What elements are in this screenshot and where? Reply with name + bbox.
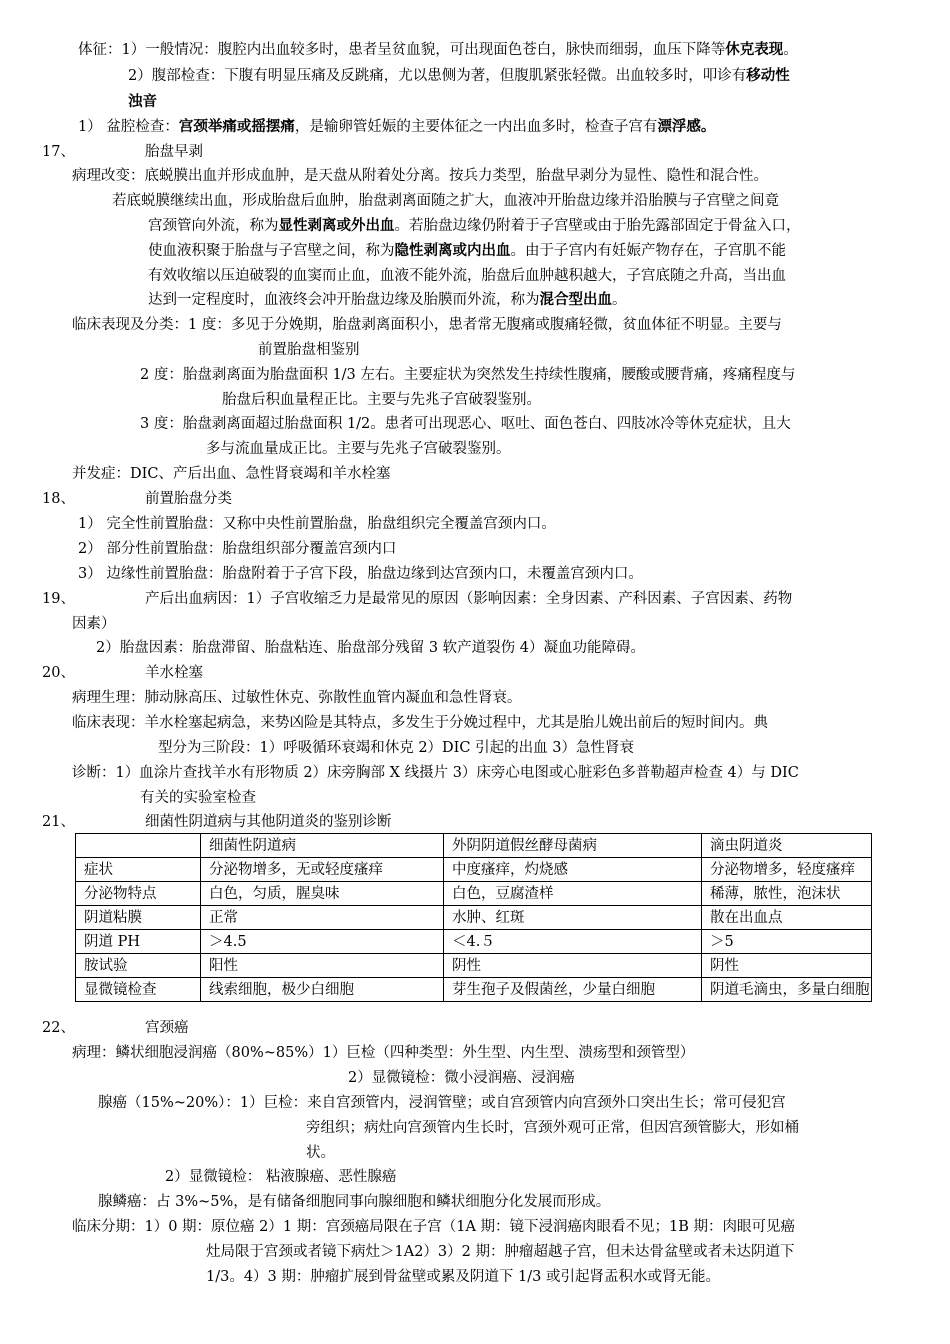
s17-pathology-line: 宫颈管向外流，称为显性剥离或外出血。若胎盘边缘仍附着于子宫壁或由于胎先露部固定于骨盆入口， (148, 218, 801, 234)
table-cell: 阴道毛滴虫，多量白细胞 (702, 978, 872, 1002)
s17-clinical-grade3: 3 度：胎盘剥离面超过胎盘面积 1/2。患者可出现恶心、呕吐、面色苍白、四肢冰冷等休克症状，且大 (140, 416, 791, 432)
section-21-title: 细菌性阴道病与其他阴道炎的鉴别诊断 (145, 814, 392, 830)
s17-pathology-line: 若底蜕膜继续出血，形成胎盘后血肿，胎盘剥离面随之扩大，血液冲开胎盘边缘并沿胎膜与子宫壁之间竟 (112, 193, 779, 209)
section-22-title: 宫颈癌 (145, 1020, 189, 1036)
table-header-row (76, 834, 872, 858)
table-cell: 阴道 PH (76, 930, 201, 954)
table-header-cell: 细菌性阴道病 (201, 834, 444, 858)
table-cell: 分泌物增多，轻度瘙痒 (702, 858, 872, 882)
s20-pathophysiology: 病理生理：肺动脉高压、过敏性休克、弥散性血管内凝血和急性肾衰。 (72, 690, 522, 706)
s18-item: 2） 部分性前置胎盘：胎盘组织部分覆盖宫颈内口 (78, 541, 397, 557)
s17-clinical-grade2: 2 度：胎盘剥离面为胎盘面积 1/3 左右。主要症状为突然发生持续性腹痛，腰酸或腰背痛，疼痛程度与 (140, 367, 796, 383)
table-row (76, 978, 872, 1002)
table-cell: 稀薄，脓性，泡沫状 (702, 882, 872, 906)
table-cell: 分泌物特点 (76, 882, 201, 906)
s20-clinical-cont: 型分为三阶段：1）呼吸循环衰竭和休克 2）DIC 引起的出血 3）急性肾衰 (158, 740, 634, 756)
section-18-title: 前置胎盘分类 (145, 491, 232, 507)
s17-clinical-grade1-cont: 前置胎盘相鉴别 (258, 342, 360, 358)
s22-adenosquamous: 腺鳞癌：占 3%~5%，是有储备细胞同事向腺细胞和鳞状细胞分化发展而形成。 (98, 1194, 611, 1210)
section-18-number: 18、 (42, 491, 75, 507)
section-17-title: 胎盘早剥 (145, 144, 203, 160)
tizheng-abdomen: 2）腹部检查：下腹有明显压痛及反跳痛，尤以患侧为著，但腹肌紧张轻微。出血较多时，叩诊有移动性 (128, 68, 790, 84)
s22-adenocarcinoma-cont: 状。 (306, 1145, 335, 1161)
table-cell: 水肿、红斑 (444, 906, 702, 930)
section-17-number: 17、 (42, 144, 75, 160)
table-cell: 白色，豆腐渣样 (444, 882, 702, 906)
section-20-number: 20、 (42, 665, 75, 681)
table-header-cell: 外阴阴道假丝酵母菌病 (444, 834, 702, 858)
section-21-number: 21、 (42, 814, 75, 830)
table-cell: 显微镜检查 (76, 978, 201, 1002)
table-cell: ＜4.５ (444, 930, 702, 954)
section-22-number: 22、 (42, 1020, 75, 1036)
s17-clinical-grade3-cont: 多与流血量成正比。主要与先兆子宫破裂鉴别。 (206, 441, 511, 457)
tizheng-general: 体征：1）一般情况：腹腔内出血较多时，患者呈贫血貌，可出现面色苍白，脉快而细弱，血压下降等休克表现。 (78, 42, 798, 58)
s17-clinical-grade1: 临床表现及分类：1 度：多见于分娩期，胎盘剥离面积小，患者常无腹痛或腹痛轻微，贫血体征不明显。主要与 (72, 317, 782, 333)
s22-adenocarcinoma-micro: 2）显微镜检： 粘液腺癌、恶性腺癌 (165, 1169, 397, 1185)
s17-pathology: 病理改变：底蜕膜出血并形成血肿，是天盘从附着处分离。按兵力类型，胎盘早剥分为显性、隐性和混合性。 (72, 168, 768, 184)
s18-item: 3） 边缘性前置胎盘：胎盘附着于子宫下段，胎盘边缘到达宫颈内口，未覆盖宫颈内口。 (78, 566, 643, 582)
section-20-title: 羊水栓塞 (145, 665, 203, 681)
s17-clinical-grade2-cont: 胎盘后积血量程正比。主要与先兆子宫破裂鉴别。 (222, 392, 541, 408)
table-row (76, 954, 872, 978)
table-cell: 白色，匀质，腥臭味 (201, 882, 444, 906)
s22-staging-cont: 1/3。4）3 期：肿瘤扩展到骨盆壁或累及阴道下 1/3 或引起肾盂积水或肾无能。 (206, 1269, 720, 1285)
s19-line: 因素） (72, 616, 116, 632)
table-cell: 症状 (76, 858, 201, 882)
s20-diagnosis-cont: 有关的实验室检查 (140, 790, 256, 806)
s19-line: 2）胎盘因素：胎盘滞留、胎盘粘连、胎盘部分残留 3 软产道裂伤 4）凝血功能障碍。 (96, 640, 646, 656)
vaginitis-comparison-table (75, 833, 872, 1002)
s17-pathology-line: 有效收缩以压迫破裂的血窦而止血，血液不能外流，胎盘后血肿越积越大，子宫底随之升高，当出血 (148, 268, 786, 284)
table-cell: 阴性 (444, 954, 702, 978)
table-cell: ＞5 (702, 930, 872, 954)
s22-pathology: 病理：鳞状细胞浸润癌（80%~85%）1）巨检（四种类型：外生型、内生型、溃疡型和颈管型） (72, 1045, 695, 1061)
s22-pathology-cont: 2）显微镜检：微小浸润癌、浸润癌 (348, 1070, 575, 1086)
section-19-number: 19、 (42, 591, 75, 607)
table-cell: 分泌物增多，无或轻度瘙痒 (201, 858, 444, 882)
s20-clinical: 临床表现：羊水栓塞起病急，来势凶险是其特点，多发生于分娩过程中，尤其是胎儿娩出前后的短时间内。典 (72, 715, 768, 731)
table-row (76, 930, 872, 954)
s17-pathology-line: 使血液积聚于胎盘与子宫壁之间，称为隐性剥离或内出血。由于子宫内有妊娠产物存在，子宫肌不能 (148, 243, 786, 259)
table-cell: 胺试验 (76, 954, 201, 978)
s17-pathology-line: 达到一定程度时，血液终会冲开胎盘边缘及胎膜而外流，称为混合型出血。 (148, 292, 627, 308)
s22-staging: 临床分期：1）0 期：原位癌 2）1 期：宫颈癌局限在子宫（1A 期：镜下浸润癌肉眼看不见；1B 期：肉眼可见癌 (72, 1219, 796, 1235)
table-cell: 阴性 (702, 954, 872, 978)
s22-adenocarcinoma-cont: 旁组织；病灶向宫颈管内生长时，宫颈外观可正常，但因宫颈管膨大，形如桶 (306, 1120, 799, 1136)
table-row (76, 882, 872, 906)
table-header-cell (76, 834, 201, 858)
s22-adenocarcinoma: 腺癌（15%~20%）：1）巨检：来自宫颈管内，浸润管壁；或自宫颈管内向宫颈外口突出生长；常可侵犯宫 (98, 1095, 786, 1111)
table-cell: 线索细胞，极少白细胞 (201, 978, 444, 1002)
table-cell: 芽生孢子及假菌丝，少量白细胞 (444, 978, 702, 1002)
table-cell: 阴道粘膜 (76, 906, 201, 930)
s22-staging-cont: 灶局限于宫颈或者镜下病灶＞1A2）3）2 期：肿瘤超越子宫，但未达骨盆壁或者未达阴道下 (206, 1244, 795, 1260)
table-cell: 散在出血点 (702, 906, 872, 930)
table-row (76, 858, 872, 882)
table-cell: ＞4.5 (201, 930, 444, 954)
table-row (76, 906, 872, 930)
tizheng-pelvic: 1） 盆腔检查：宫颈举痛或摇摆痛，是输卵管妊娠的主要体征之一内出血多时，检查子宫有漂浮感。 (78, 119, 716, 135)
table-cell: 中度瘙痒，灼烧感 (444, 858, 702, 882)
table-cell: 阳性 (201, 954, 444, 978)
s20-diagnosis: 诊断：1）血涂片查找羊水有形物质 2）床旁胸部 X 线摄片 3）床旁心电图或心脏彩色多普勒超声检查 4）与 DIC (72, 765, 799, 781)
s18-item: 1） 完全性前置胎盘：又称中央性前置胎盘，胎盘组织完全覆盖宫颈内口。 (78, 516, 556, 532)
section-19-title: 产后出血病因：1）子宫收缩乏力是最常见的原因（影响因素：全身因素、产科因素、子宫因素、药物 (145, 591, 793, 607)
table-header-cell: 滴虫阴道炎 (702, 834, 872, 858)
tizheng-abdomen-cont: 浊音 (128, 94, 157, 110)
s17-complications: 并发症：DIC、产后出血、急性肾衰竭和羊水栓塞 (72, 466, 391, 482)
table-cell: 正常 (201, 906, 444, 930)
